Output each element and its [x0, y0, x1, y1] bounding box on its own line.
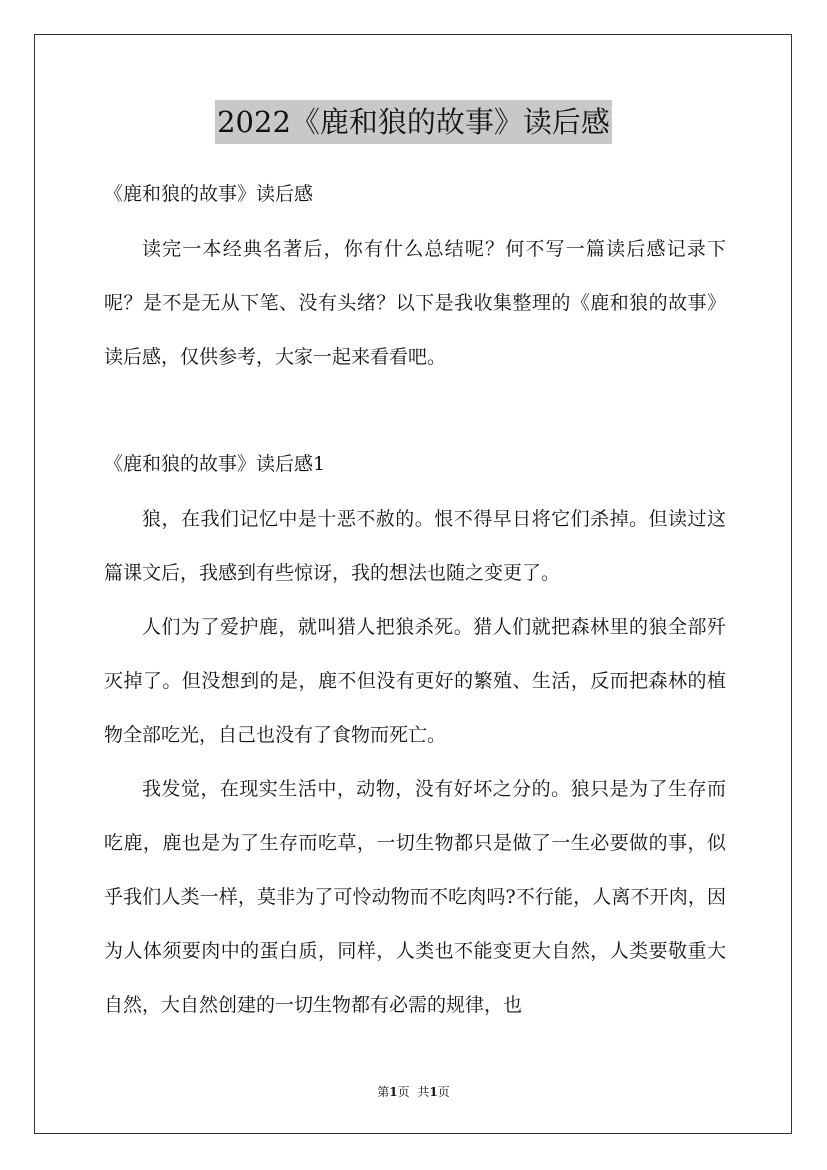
page-footer	[0, 1084, 827, 1100]
page-label-suffix: 页	[397, 1085, 410, 1099]
section-heading: 《鹿和狼的故事》读后感1	[104, 453, 326, 475]
body-paragraph: 人们为了爱护鹿，就叫猎人把狼杀死。猎人们就把森林里的狼全部歼灭掉了。但没想到的是，鹿不但没有更好的繁殖、生活，反而把森林的植物全部吃光，自己也没有了食物而死亡。	[104, 616, 726, 746]
page-label-prefix: 第	[377, 1085, 390, 1099]
document-title: 2022《鹿和狼的故事》读后感	[215, 100, 612, 144]
document-subtitle: 《鹿和狼的故事》读后感	[104, 183, 314, 205]
body-paragraph: 我发觉，在现实生活中，动物，没有好坏之分的。狼只是为了生存而吃鹿，鹿也是为了生存而吃草，一切生物都只是做了一生必要做的事，似乎我们人类一样，莫非为了可怜动物而不吃肉吗?不行能，人离不开肉，因为人体须要肉中的蛋白质，同样，人类也不能变更大自然，人类要敬重大自然，大自然创建的一切生物都有必需的规律，也	[104, 778, 726, 1016]
total-label-suffix: 页	[437, 1085, 450, 1099]
page-number: 1	[389, 1085, 398, 1099]
total-pages: 1	[429, 1085, 438, 1099]
body-paragraph: 狼，在我们记忆中是十恶不赦的。恨不得早日将它们杀掉。但读过这篇课文后，我感到有些惊讶，我的想法也随之变更了。	[104, 508, 726, 584]
intro-paragraph: 读完一本经典名著后，你有什么总结呢？何不写一篇读后感记录下呢？是不是无从下笔、没有头绪？以下是我收集整理的《鹿和狼的故事》读后感，仅供参考，大家一起来看看吧。	[104, 238, 726, 368]
total-label-prefix: 共	[417, 1085, 430, 1099]
title-container	[0, 100, 827, 144]
